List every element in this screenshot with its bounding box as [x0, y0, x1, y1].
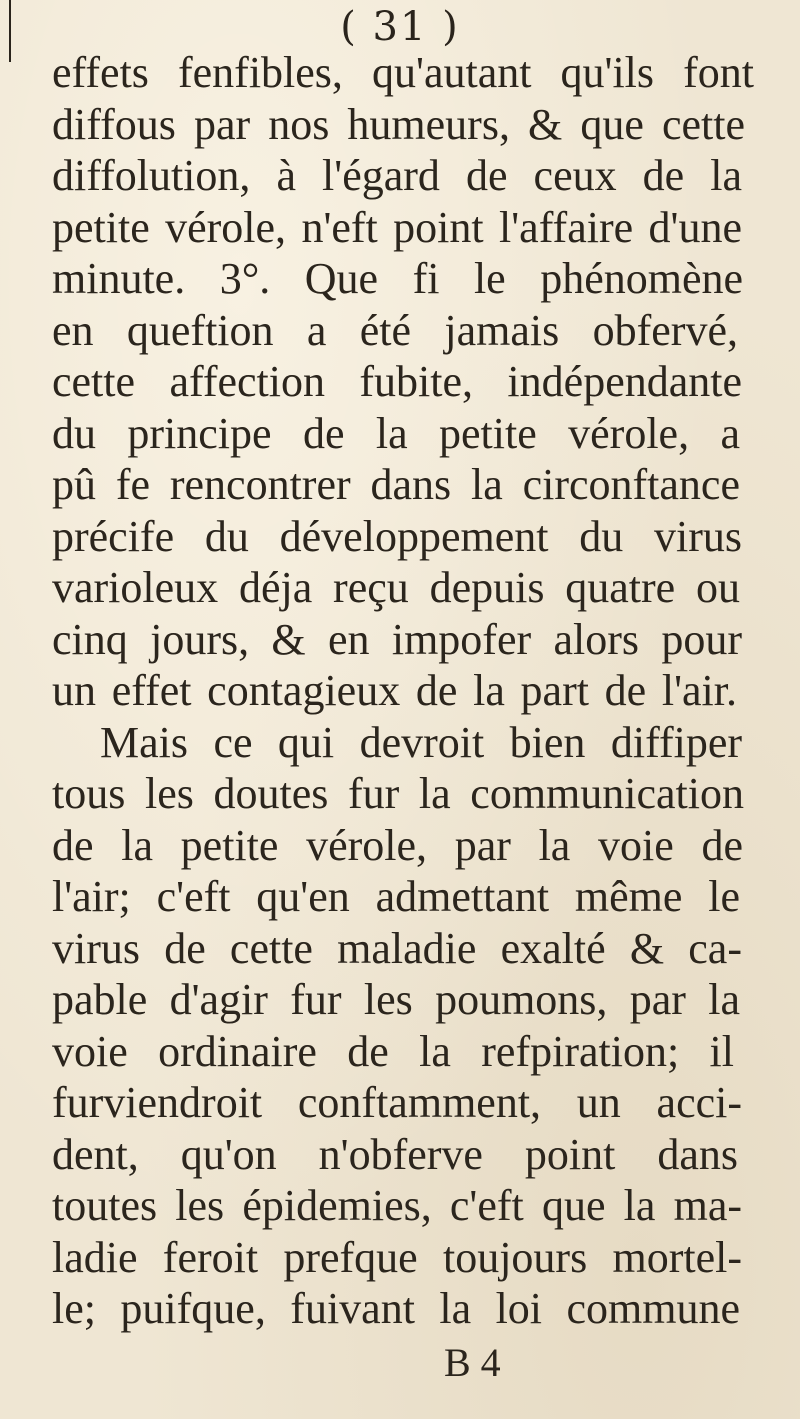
text-line: Mais ce qui devroit bien diffiper [100, 717, 742, 767]
text-line: du principe de la petite vérole, a [52, 408, 740, 458]
text-line: en queftion a été jamais obfervé, [52, 305, 738, 355]
text-line: cette affection fubite, indépendante [52, 357, 742, 406]
text-line: furviendroit conftamment, un acci- [52, 1078, 742, 1127]
text-line: le; puifque, fuivant la loi commune [52, 1284, 740, 1333]
text-line: diffous par nos humeurs, & que cette [52, 99, 745, 149]
text-line: un effet contagieux de la part de l'air. [52, 666, 737, 715]
text-line: tous les doutes fur la communication [52, 769, 744, 818]
text-line: effets fenfibles, qu'autant qu'ils font [52, 48, 754, 97]
text-line: de la petite vérole, par la voie de [52, 820, 743, 870]
text-line: petite vérole, n'eft point l'affaire d'une [52, 202, 742, 252]
text-line: diffolution, à l'égard de ceux de la [52, 151, 742, 200]
text-line: voie ordinaire de la refpiration; il [52, 1026, 734, 1076]
text-line: l'air; c'eft qu'en admettant même le [52, 872, 740, 921]
text-line: pû fe rencontrer dans la circonftance [52, 460, 740, 509]
text-line: pable d'agir fur les poumons, par la [52, 975, 740, 1024]
text-line: varioleux déja reçu depuis quatre ou [52, 563, 740, 612]
signature-mark: B 4 [444, 1339, 501, 1385]
text-line: cinq jours, & en impofer alors pour [52, 614, 742, 664]
text-line: précife du développement du virus [52, 511, 742, 561]
text-line: minute. 3°. Que fi le phénomène [52, 254, 743, 303]
text-line: dent, qu'on n'obferve point dans [52, 1129, 738, 1179]
page-number: ( 31 ) [340, 4, 460, 50]
text-line: virus de cette maladie exalté & ca- [52, 923, 742, 973]
text-line: ladie feroit prefque toujours mortel- [52, 1232, 742, 1282]
text-line: toutes les épidemies, c'eft que la ma- [52, 1181, 742, 1230]
